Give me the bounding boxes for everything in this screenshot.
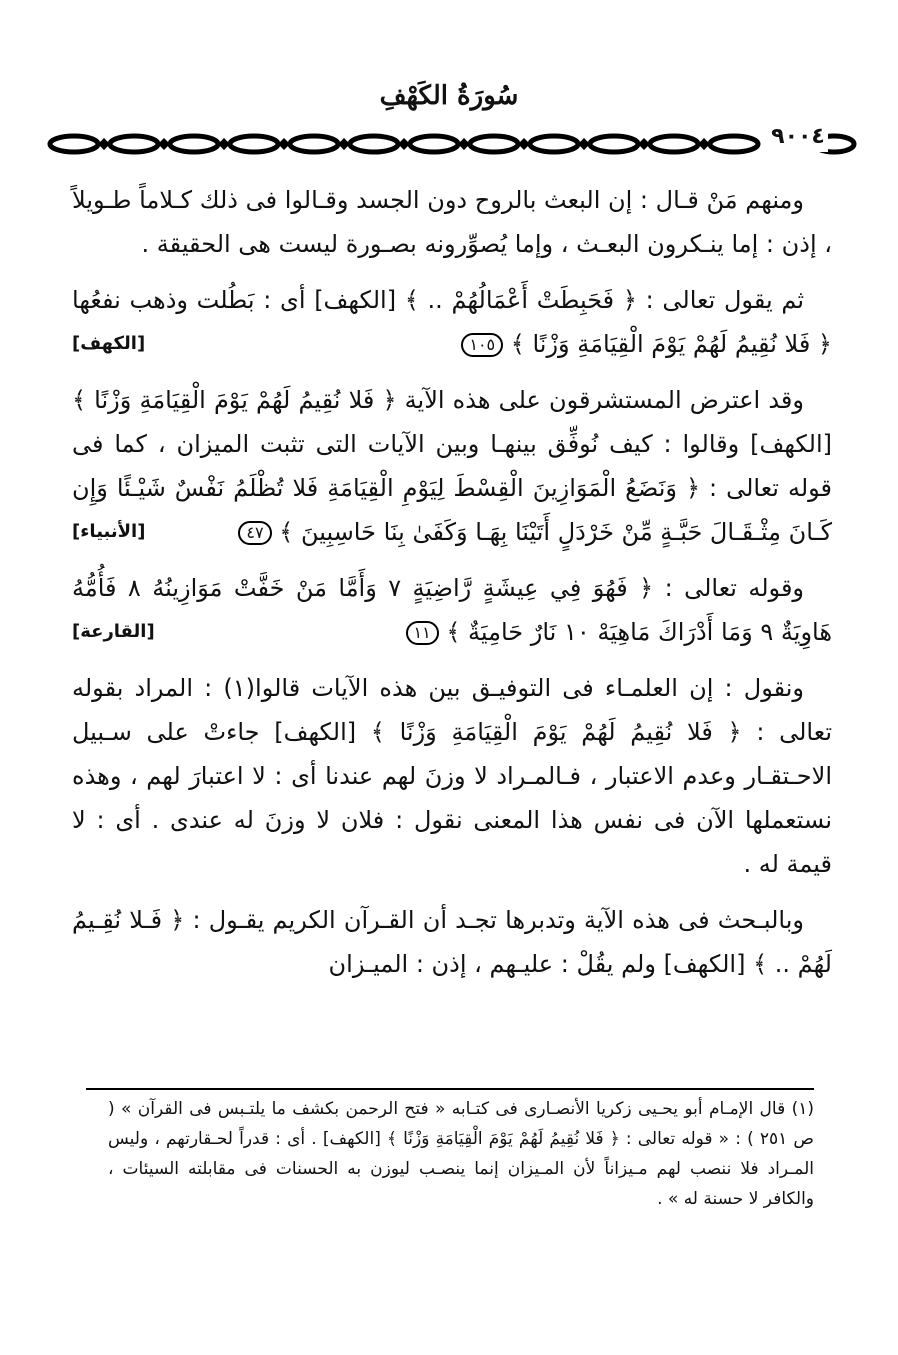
- paragraph: [72, 378, 832, 554]
- paragraph-text: ثم يقول تعالى : ﴿ فَحَبِطَتْ أَعْمَالُهُمْ .. ﴾ [الكهف] أى : بَطُلت وذهب نفعُها ﴿ فَلا نُقِيمُ لَهُمْ يَوْمَ الْقِيَامَةِ وَزْنًا ﴾: [72, 286, 832, 358]
- surah-reference: [الكهف]: [72, 333, 146, 354]
- paragraph-text: ونقول : إن العلمـاء فى التوفيـق بين هذه الآيات قالوا(١) : المراد بقوله تعالى : ﴿ فَلا نُقِيمُ لَهُمْ يَوْمَ الْقِيَامَةِ وَزْنًا ﴾ [الكهف] جاءتْ على سـبيل الاحـتقـار وعدم الاعتبار ، فـالمـراد لا وزنَ لهم عندنا أى : لا اعتبارَ لهم ، وهذه نستعملها الآن فى نفس هذا المعنى نقول : فلان لا وزنَ له عندى . أى : لا قيمة له .: [72, 674, 832, 878]
- surah-reference: [القارعة]: [72, 621, 155, 642]
- page-number: ٩٠٠٤: [768, 122, 828, 152]
- footnote: (١) قال الإمـام أبو يحـيى زكريا الأنصـارى فى كتـابه « فتح الرحمن بكشف ما يلتـبس فى القرآن » ( ص ٢٥١ ) : « قوله تعالى : ﴿ فَلا نُقِيمُ لَهُمْ يَوْمَ الْقِيَامَةِ وَزْنًا ﴾ [الكهف] . أى : قدراً لحـقارتهم ، وليس المـراد فلا ننصب لهم مـيزاناً لأن المـيزان إنما ينصـب ليوزن به الحسنات فى مقابلته السيئات ، والكافر لا حسنة له » .: [108, 1099, 814, 1209]
- surah-reference: [الأنبياء]: [72, 521, 146, 542]
- paragraph: [72, 898, 832, 986]
- ayah-number: ٤٧: [238, 521, 271, 545]
- ayah-number: ١١: [406, 621, 439, 645]
- paragraph: [72, 178, 832, 266]
- ayah-number: ١٠٥: [461, 333, 503, 357]
- paragraph: [72, 278, 832, 366]
- chain-ornament: [44, 116, 859, 172]
- paragraph-text: ومنهم مَنْ قـال : إن البعث بالروح دون الجسد وقـالوا فى ذلك كـلاماً طـويلاً ، إذن : إما ينـكرون البعـث ، وإما يُصوِّرونه بصـورة ليست هى الحقيقة .: [72, 186, 832, 258]
- paragraph-text: وبالبـحث فى هذه الآية وتدبرها تجـد أن القـرآن الكريم يقـول : ﴿ فَـلا نُقِـيمُ لَهُمْ .. ﴾ [الكهف] ولم يقُلْ : عليـهم ، إذن : الميـزان: [72, 906, 832, 978]
- surah-title: سُورَةُ الكَهْفِ: [379, 81, 519, 111]
- paragraph: [72, 666, 832, 886]
- paragraph: [72, 566, 832, 654]
- main-text: [72, 178, 832, 998]
- footnote-divider: [86, 1088, 814, 1090]
- paragraph-text: وقد اعترض المستشرقون على هذه الآية ﴿ فَلا نُقِيمُ لَهُمْ يَوْمَ الْقِيَامَةِ وَزْنًا ﴾ [الكهف] وقالوا : كيف نُوفِّق بينهـا وبين الآيات التى تثبت الميزان ، كما فى قوله تعالى : ﴿ وَنَضَعُ الْمَوَازِينَ الْقِسْطَ لِيَوْمِ الْقِيَامَةِ فَلا تُظْلَمُ نَفْسٌ شَيْـئًا وَإِن كَـانَ مِثْـقَـالَ حَبَّـةٍ مِّنْ خَرْدَلٍ أَتَيْنَا بِهَـا وَكَفَىٰ بِنَا حَاسِبِينَ ﴾: [72, 386, 832, 546]
- paragraph-text: وقوله تعالى : ﴿ فَهُوَ فِي عِيشَةٍ رَّاضِيَةٍ ٧ وَأَمَّا مَنْ خَفَّتْ مَوَازِينُهُ ٨ فَأُمُّهُ هَاوِيَةٌ ٩ وَمَا أَدْرَاكَ مَاهِيَهْ ١٠ نَارٌ حَامِيَةٌ ﴾: [72, 574, 832, 646]
